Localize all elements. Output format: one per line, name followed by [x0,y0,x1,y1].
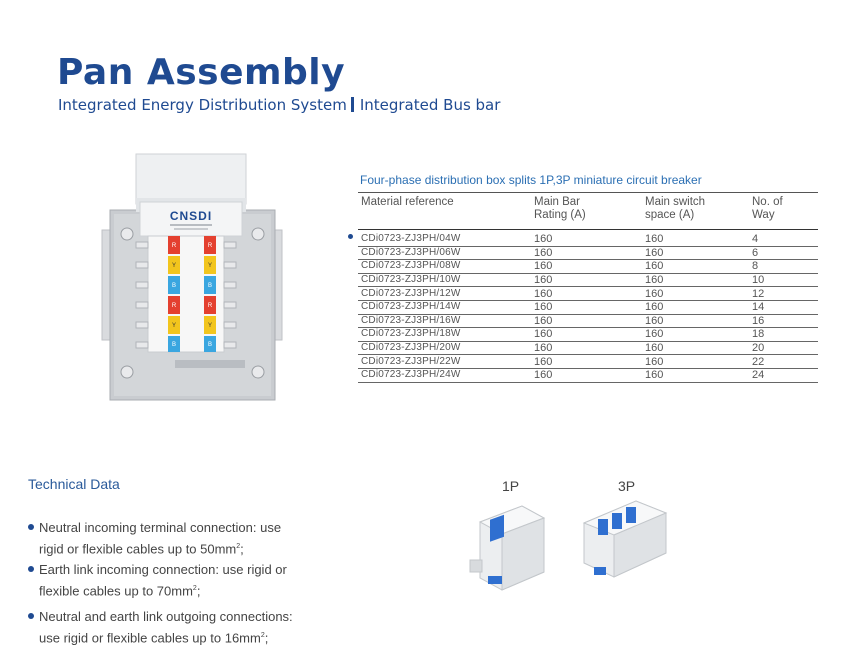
phase-tag-6b: B [207,342,213,348]
technical-data-list [26,518,326,649]
cell-way: 18 [749,328,818,342]
page-title: Pan Assembly [57,52,346,93]
cell-way: 20 [749,341,818,355]
cell-ref: CDi0723-ZJ3PH/16W [358,314,531,328]
page-subtitle [58,96,500,114]
phase-tag-3b: B [207,283,213,289]
list-item: Neutral incoming terminal connection: use rigid or flexible cables up to $50mm^2$; [26,518,326,558]
phase-tag-1: R [171,243,177,249]
breaker-3p-image [578,497,670,582]
table-row [358,300,818,314]
list-item: Neutral and earth link outgoing connections: use rigid or flexible cables up to $16mm^2$; [26,607,326,647]
breaker-1p-image [462,500,552,595]
cell-way: 6 [749,246,818,260]
bullet-icon [28,566,34,572]
phase-tag-1b: R [207,243,213,249]
cell-rating: 160 [531,314,642,328]
table-row [358,355,818,369]
cell-ref: CDi0723-ZJ3PH/18W [358,328,531,342]
subtitle-divider [351,97,354,112]
cell-rating: 160 [531,328,642,342]
spec-table [358,192,818,383]
phase-tag-3: B [171,283,177,289]
cell-rating: 160 [531,273,642,287]
cell-ref: CDi0723-ZJ3PH/12W [358,287,531,301]
cell-space: 160 [642,341,749,355]
cell-rating: 160 [531,246,642,260]
cell-way: 16 [749,314,818,328]
cell-space: 160 [642,300,749,314]
bullet-icon [28,613,34,619]
cell-ref: CDi0723-ZJ3PH/24W [358,368,531,382]
row-marker-icon [348,234,353,239]
cell-way: 14 [749,300,818,314]
table-row [358,230,818,247]
cell-space: 160 [642,328,749,342]
technical-data-title: Technical Data [28,476,120,492]
cell-rating: 160 [531,300,642,314]
header-main-switch-space: Main switch space (A) [642,193,749,230]
cell-way: 8 [749,260,818,274]
cell-ref: CDi0723-ZJ3PH/14W [358,300,531,314]
cell-rating: 160 [531,341,642,355]
phase-tag-2: Y [171,263,177,269]
cell-space: 160 [642,246,749,260]
header-main-bar-rating: Main Bar Rating (A) [531,193,642,230]
subtitle-right: Integrated Bus bar [359,96,501,114]
phase-tag-5b: Y [207,323,213,329]
cell-space: 160 [642,273,749,287]
cell-rating: 160 [531,355,642,369]
phase-tag-4b: R [207,303,213,309]
label-3p: 3P [618,478,636,494]
cell-space: 160 [642,287,749,301]
cell-way: 12 [749,287,818,301]
table-row [358,260,818,274]
header-no-of-way: No. of Way [749,193,818,230]
phase-tag-5: Y [171,323,177,329]
phase-tag-2b: Y [207,263,213,269]
table-row [358,341,818,355]
cell-rating: 160 [531,368,642,382]
cell-ref: CDi0723-ZJ3PH/20W [358,341,531,355]
table-row [358,273,818,287]
list-item: Earth link incoming connection: use rigid or flexible cables up to $70mm^2$; [26,560,326,600]
cell-ref: CDi0723-ZJ3PH/10W [358,273,531,287]
table-header-row [358,193,818,230]
table-row [358,314,818,328]
cell-way: 22 [749,355,818,369]
table-row [358,368,818,382]
header-material-reference: Material reference [358,193,531,230]
cell-ref: CDi0723-ZJ3PH/06W [358,246,531,260]
cell-way: 4 [749,230,818,247]
subtitle-left: Integrated Energy Distribution System [58,96,347,114]
cell-ref: CDi0723-ZJ3PH/08W [358,260,531,274]
bullet-icon [28,524,34,530]
table-row [358,246,818,260]
phase-tag-4: R [171,303,177,309]
cell-rating: 160 [531,230,642,247]
cell-ref: CDi0723-ZJ3PH/22W [358,355,531,369]
table-caption: Four-phase distribution box splits 1P,3P miniature circuit breaker [360,173,702,187]
table-row [358,287,818,301]
cell-space: 160 [642,230,749,247]
cell-space: 160 [642,314,749,328]
cell-rating: 160 [531,260,642,274]
cell-ref: CDi0723-ZJ3PH/04W [358,230,531,247]
cell-way: 10 [749,273,818,287]
cell-space: 160 [642,355,749,369]
pan-assembly-image [100,150,285,405]
table-row [358,328,818,342]
cell-space: 160 [642,260,749,274]
cell-space: 160 [642,368,749,382]
cell-way: 24 [749,368,818,382]
cell-rating: 160 [531,287,642,301]
phase-tag-6: B [171,342,177,348]
product-brand-label: CNSDI [169,209,213,223]
label-1p: 1P [502,478,520,494]
